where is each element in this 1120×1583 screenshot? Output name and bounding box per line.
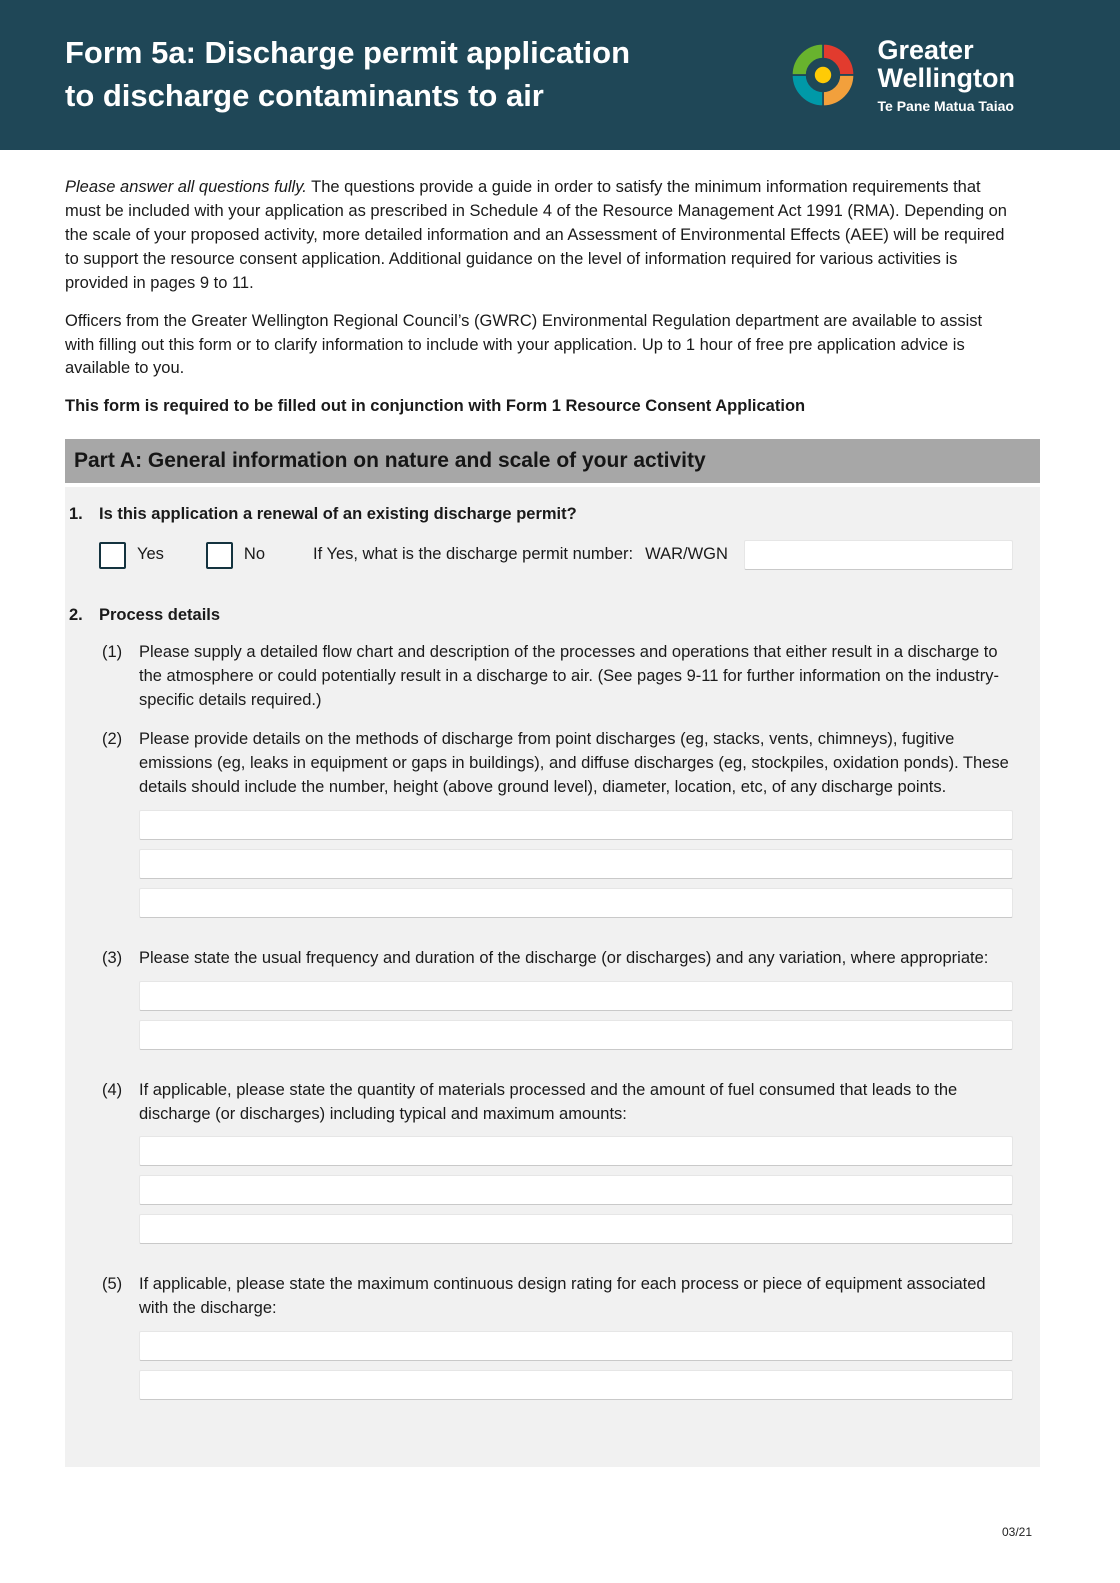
- item-2-number: (2): [102, 729, 123, 748]
- question-2-item-5: [99, 1273, 1013, 1414]
- no-checkbox[interactable]: [206, 542, 233, 569]
- intro-paragraph-1: [65, 176, 1040, 296]
- question-2: [69, 604, 1013, 1429]
- logo-name-greater: Greater: [877, 34, 974, 65]
- answer-line[interactable]: [139, 849, 1013, 879]
- answer-line[interactable]: [139, 1020, 1013, 1050]
- form-header: [0, 0, 1120, 150]
- question-2-content: [99, 604, 1013, 1429]
- item-4-answer-lines: [139, 1136, 1013, 1244]
- question-2-label: Process details: [99, 606, 221, 625]
- logo-name-wellington: Wellington: [877, 63, 1015, 93]
- answer-line[interactable]: [139, 1136, 1013, 1166]
- page-version: 03/21: [1001, 1525, 1032, 1539]
- question-1: [69, 503, 1013, 596]
- answer-line[interactable]: [139, 810, 1013, 840]
- item-3-text: Please state the usual frequency and duration of the discharge (or discharges) and any variation, where appropriate:: [139, 948, 989, 967]
- item-3-answer-lines: [139, 981, 1013, 1050]
- question-2-item-4: [99, 1079, 1013, 1259]
- item-1-text: Please supply a detailed flow chart and description of the processes and operations that either result in a discharge to the atmosphere or could potentially result in a discharge to air. (See pages 9-11 for further information on the industry-specific details required.): [139, 643, 999, 709]
- form-title-line2: to discharge contaminants to air: [65, 78, 544, 113]
- form-title: [65, 32, 630, 118]
- answer-line[interactable]: [139, 1214, 1013, 1244]
- item-2-answer-lines: [139, 810, 1013, 918]
- item-3-body: [139, 947, 1013, 1064]
- gw-swirl-logo-icon: [782, 34, 864, 116]
- item-5-answer-lines: [139, 1331, 1013, 1400]
- item-3-number: (3): [102, 948, 123, 967]
- intro-lead-italic: Please answer all questions fully.: [65, 178, 307, 196]
- permit-number-input[interactable]: [744, 540, 1013, 570]
- yes-checkbox[interactable]: [99, 542, 126, 569]
- question-1-label: Is this application a renewal of an existing discharge permit?: [99, 505, 577, 524]
- answer-line[interactable]: [139, 1331, 1013, 1361]
- item-5-number: (5): [102, 1275, 123, 1294]
- question-2-item-2: [99, 728, 1013, 932]
- question-2-number: 2.: [69, 606, 83, 625]
- item-2-text: Please provide details on the methods of discharge from point discharges (eg, stacks, vents, chimneys), fugitive emissions (eg, leaks in equipment or gaps in buildings), and diffuse discharges (eg, stockpiles, oxidation ponds). These details should include the number, height (above ground level), diameter, location, etc, of any discharge points.: [139, 729, 1009, 796]
- logo-name: [878, 36, 1015, 92]
- form-requirement-note: This form is required to be filled out in conjunction with Form 1 Resource Consent Application: [65, 397, 806, 416]
- answer-line[interactable]: [139, 888, 1013, 918]
- part-a-heading: Part A: General information on nature and scale of your activity: [65, 439, 1040, 483]
- no-checkbox-label: No: [243, 545, 266, 564]
- question-2-item-3: [99, 947, 1013, 1064]
- item-4-text: If applicable, please state the quantity of materials processed and the amount of fuel consumed that leads to the discharge (or discharges) including typical and maximum amounts:: [139, 1080, 958, 1123]
- intro-paragraph-2: Officers from the Greater Wellington Regional Council’s (GWRC) Environmental Regulation department are available to assist with filling out this form or to clarify information to include with your application. Up to 1 hour of free pre application advice is available to you.: [65, 311, 983, 378]
- item-4-number: (4): [102, 1080, 123, 1099]
- part-a-section: [65, 487, 1040, 1467]
- gw-logo: [782, 34, 1015, 116]
- form-body: [0, 150, 1120, 1467]
- question-1-content: [99, 503, 1013, 596]
- logo-text: [878, 36, 1015, 114]
- form-title-line1: Form 5a: Discharge permit application: [65, 35, 631, 71]
- question-1-number: 1.: [69, 505, 83, 524]
- logo-tagline: Te Pane Matua Taiao: [877, 98, 1014, 115]
- intro-paragraph-1-rest: The questions provide a guide in order to satisfy the minimum information requirements that must be included with your application as prescribed in Schedule 4 of the Resource Management Act 1991 (RMA). Depending on the scale of your proposed activity, more detailed information and an Assessment of Environmental Effects (AEE) will be required to support the resource consent application. Additional guidance on the level of information required for various activities is provided in pages 9 to 11.: [65, 178, 1007, 292]
- answer-line[interactable]: [139, 1175, 1013, 1205]
- answer-line[interactable]: [139, 1370, 1013, 1400]
- item-5-body: [139, 1273, 1013, 1414]
- item-1-body: [139, 641, 1013, 713]
- question-2-item-1: [99, 641, 1013, 713]
- question-1-answer-row: [99, 540, 1013, 570]
- item-5-text: If applicable, please state the maximum continuous design rating for each process or piece of equipment associated with the discharge:: [139, 1275, 986, 1318]
- item-2-body: [139, 728, 1013, 932]
- yes-checkbox-label: Yes: [137, 545, 164, 564]
- item-4-body: [139, 1079, 1013, 1259]
- answer-line[interactable]: [139, 981, 1013, 1011]
- item-1-number: (1): [102, 643, 123, 662]
- permit-number-prefix: WAR/WGN: [645, 545, 728, 564]
- permit-number-prompt: If Yes, what is the discharge permit number:: [313, 545, 634, 564]
